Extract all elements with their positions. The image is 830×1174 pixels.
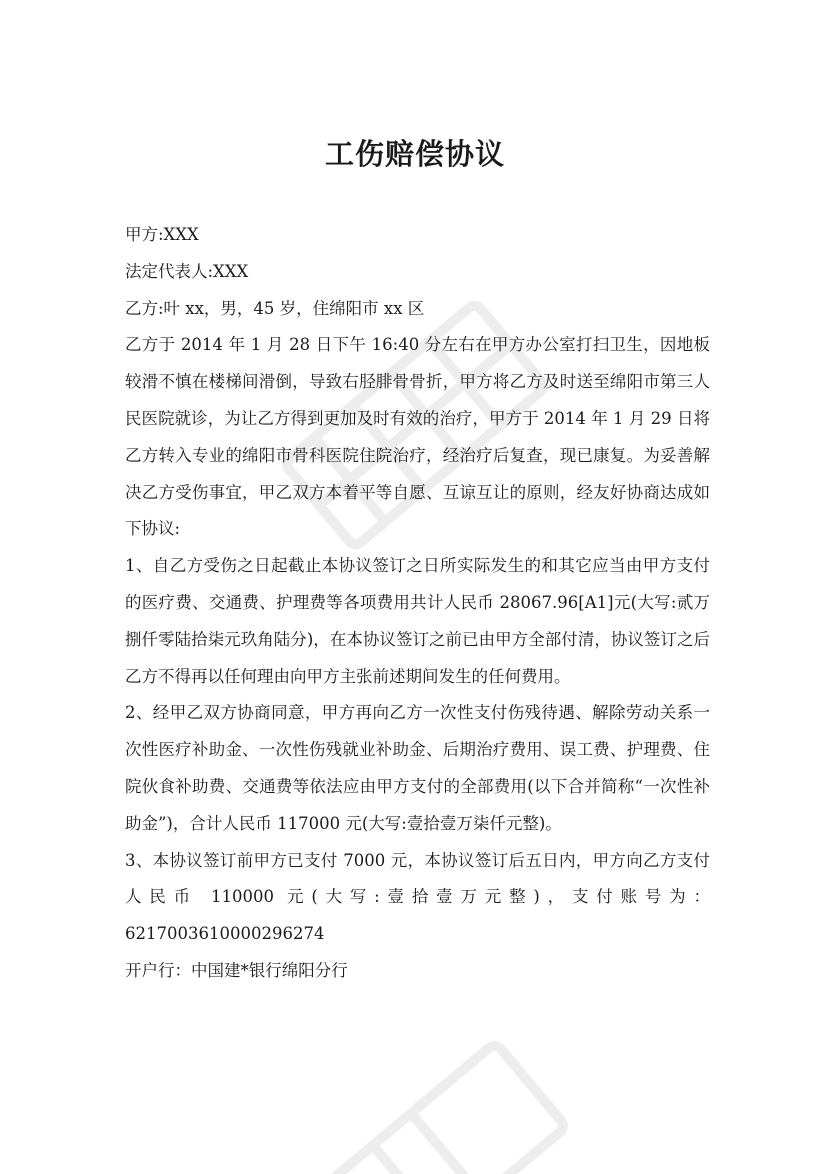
document-title: 工伤赔偿协议 xyxy=(324,137,505,172)
clause-2: 2、经甲乙双方协商同意，甲方再向乙方一次性支付伤残待遇、解除劳动关系一次性医疗补助金、一次性伤残就业补助金、后期治疗费用、误工费、护理费、住院伙食补助费、交通费等依法应由甲方支付的全部费用(以下合并简称“一次性补助金”)，合计人民币 117000 元(大写:壹拾壹万柒仟元整)。 xyxy=(125,703,710,833)
document-body xyxy=(125,217,710,990)
party-b: 乙方:叶 xx，男，45 岁，住绵阳市 xx 区 xyxy=(125,298,425,318)
intro-paragraph: 乙方于 2014 年 1 月 28 日下午 16:40 分左右在甲方办公室打扫卫生，因地板较滑不慎在楼梯间滑倒，导致右胫腓骨骨折，甲方将乙方及时送至绵阳市第三人民医院就诊，为让乙方得到更加及时有效的治疗，甲方于 2014 年 1 月 29 日将乙方转入专业的绵阳市骨科医院住院治疗，经治疗后复查，现已康复。为妥善解决乙方受伤事宜，甲乙双方本着平等自愿、互谅互让的原则，经友好协商达成如下协议: xyxy=(125,335,710,539)
bank-info: 开户行：中国建*银行绵阳分行 xyxy=(125,960,348,980)
watermark-icon xyxy=(270,1000,600,1174)
clause-3: 3、本协议签订前甲方已支付 7000 元，本协议签订后五日内，甲方向乙方支付人民币 110000 元(大写:壹拾壹万元整)，支付账号为：6217003610000296274 xyxy=(125,850,710,944)
legal-representative: 法定代表人:XXX xyxy=(125,261,249,281)
clause-1: 1、自乙方受伤之日起截止本协议签订之日所实际发生的和其它应当由甲方支付的医疗费、交通费、护理费等各项费用共计人民币 28067.96[A1]元(大写:贰万捌仟零陆拾柒元玖角陆分)，在本协议签订之前已由甲方全部付清，协议签订之后乙方不得再以任何理由向甲方主张前述期间发生的任何费用。 xyxy=(125,556,710,686)
party-a: 甲方:XXX xyxy=(125,225,199,244)
